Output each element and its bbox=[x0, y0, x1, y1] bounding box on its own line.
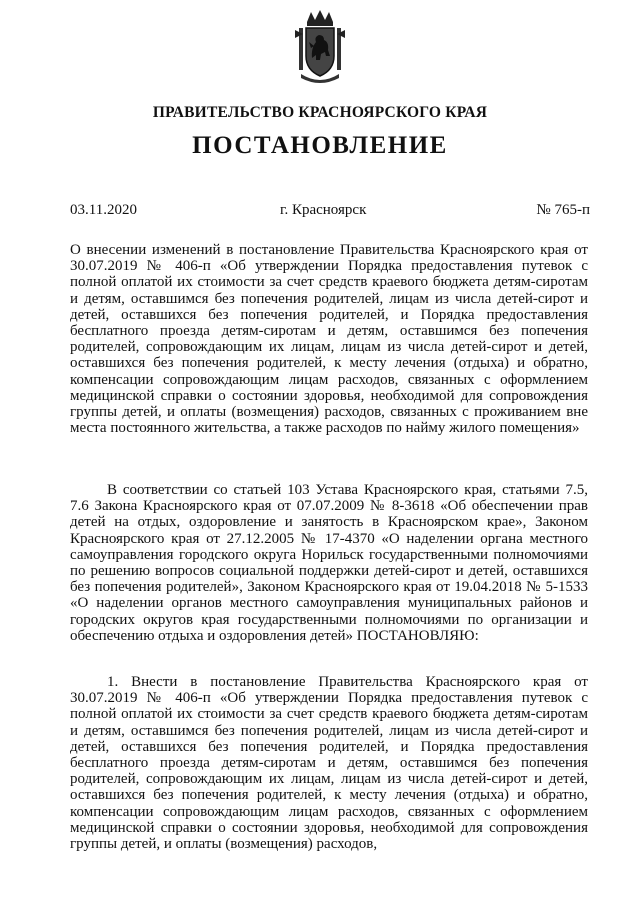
document-date: 03.11.2020 bbox=[70, 202, 137, 218]
document-item-1: 1. Внести в постановление Правительства Красноярского края от 30.07.2019 № 406-п «Об утверждении Порядка предоставления путевок с полной оплатой их стоимости за счет средств краевого бюджета детям-сиротам и детям, оставшимся без попечения родителей, лицам из числа детей-сирот и детей, оставшихся без попечения родителей, и Порядка предоставления бесплатного проезда детям-сиротам и детям, оставшимся без попечения родителей, сопровождающим их лицам, лицам из числа детей-сирот и детей, оставшихся без попечения родителей, к месту лечения (отдыха) и обратно, компенсации сопровождающим лицам расходов, связанных с оформлением медицинской справки о состоянии здоровья, необходимой для сопровождения группы детей, и оплаты (возмещения) расходов, bbox=[70, 674, 588, 853]
coat-of-arms-icon bbox=[293, 8, 347, 88]
document-subject: О внесении изменений в постановление Правительства Красноярского края от 30.07.2019 № 406-п «Об утверждении Порядка предоставления путевок с полной оплатой их стоимости за счет средств краевого бюджета детям-сиротам и детям, оставшимся без попечения родителей, лицам из числа детей-сирот и детей, оставшихся без попечения родителей, и Порядка предоставления бесплатного проезда детям-сиротам и детям, оставшимся без попечения родителей, сопровождающим их лицам, лицам из числа детей-сирот и детей, оставшихся без попечения родителей, к месту лечения (отдыха) и обратно, компенсации сопровождающим лицам расходов, связанных с оформлением медицинской справки о состоянии здоровья, необходимой для сопровождения группы детей, и оплаты (возмещения) расходов, связанных с проживанием вне места постоянного жительства, а также расходов по найму жилого помещения» bbox=[70, 242, 588, 437]
document-city: г. Красноярск bbox=[280, 202, 367, 218]
document-number: № 765-п bbox=[536, 202, 590, 218]
government-title: ПРАВИТЕЛЬСТВО КРАСНОЯРСКОГО КРАЯ bbox=[152, 104, 488, 121]
document-preamble: В соответствии со статьей 103 Устава Красноярского края, статьями 7.5, 7.6 Закона Красноярского края от 07.07.2009 № 8-3618 «Об обеспечении прав детей на отдых, оздоровление и занятость в Красноярском крае», Законом Красноярского края от 27.12.2005 № 17-4370 «О наделении органа местного самоуправления городского округа Норильск государственными полномочиями по решению вопросов социальной поддержки детей-сирот и детей, оставшихся без попечения родителей», Законом Красноярского края от 19.04.2018 № 5-1533 «О наделении органов местного самоуправления муниципальных районов и городских округов края государственными полномочиями по организации и обеспечению отдыха и оздоровления детей» ПОСТАНОВЛЯЮ: bbox=[70, 482, 588, 644]
document-type-title: ПОСТАНОВЛЕНИЕ bbox=[192, 132, 448, 159]
